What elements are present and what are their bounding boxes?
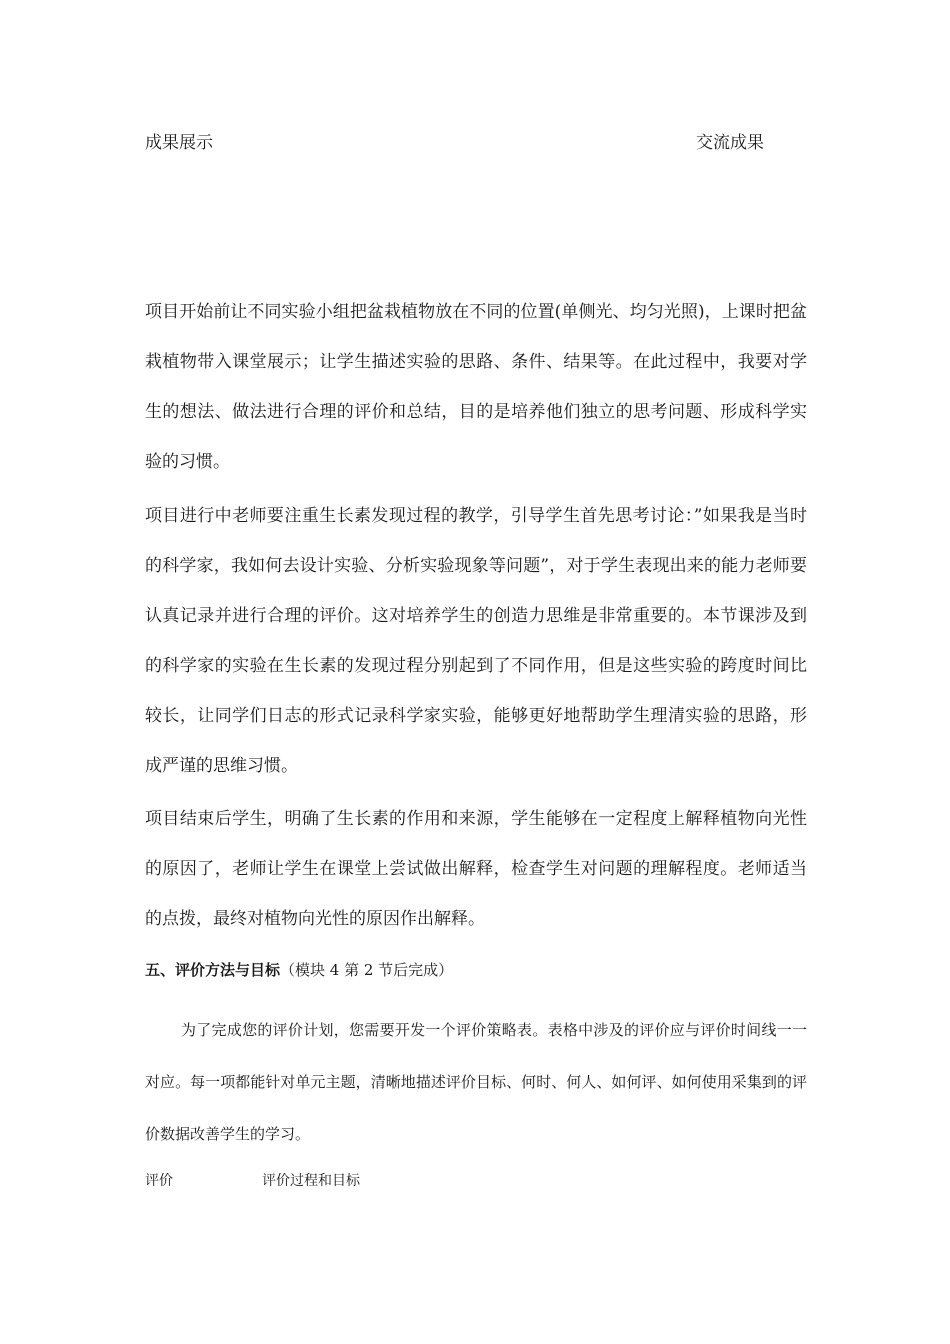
table-header-evaluation: 评价 [145,1173,173,1189]
section-note: （模块 4 第 2 节后完成） [280,961,454,979]
paragraph-project-end: 项目结束后学生，明确了生长素的作用和来源，学生能够在一定程度上解释植物向光性的原因了，老师让学生在课堂上尝试做出解释，检查学生对问题的理解程度。老师适当的点拨，最终对植物向光性的原因作出解释。 [145,809,807,929]
section-title: 五、评价方法与目标 [145,961,281,979]
instruction-paragraph: 为了完成您的评价计划，您需要开发一个评价策略表。表格中涉及的评价应与评价时间线一一对应。每一项都能针对单元主题，清晰地描述评价目标、何时、何人、如何评、如何使用采集到的评价数据改善学生的学习。 [145,1021,807,1143]
header-left-label: 成果展示 [145,133,213,153]
header-right-label: 交流成果 [696,133,764,153]
section-heading [145,959,453,980]
table-header-process-goals: 评价过程和目标 [262,1173,360,1189]
paragraph-project-start: 项目开始前让不同实验小组把盆栽植物放在不同的位置(单侧光、均匀光照)，上课时把盆栽植物带入课堂展示；让学生描述实验的思路、条件、结果等。在此过程中，我要对学生的想法、做法进行合理的评价和总结，目的是培养他们独立的思考问题、形成科学实验的习惯。 [145,302,807,472]
paragraph-project-middle: 项目进行中老师要注重生长素发现过程的教学，引导学生首先思考讨论：”如果我是当时的科学家，我如何去设计实验、分析实验现象等问题”，对于学生表现出来的能力老师要认真记录并进行合理的评价。这对培养学生的创造力思维是非常重要的。本节课涉及到的科学家的实验在生长素的发现过程分别起到了不同作用，但是这些实验的跨度时间比较长，让同学们日志的形式记录科学家实验，能够更好地帮助学生理清实验的思路，形成严谨的思维习惯。 [145,506,807,776]
